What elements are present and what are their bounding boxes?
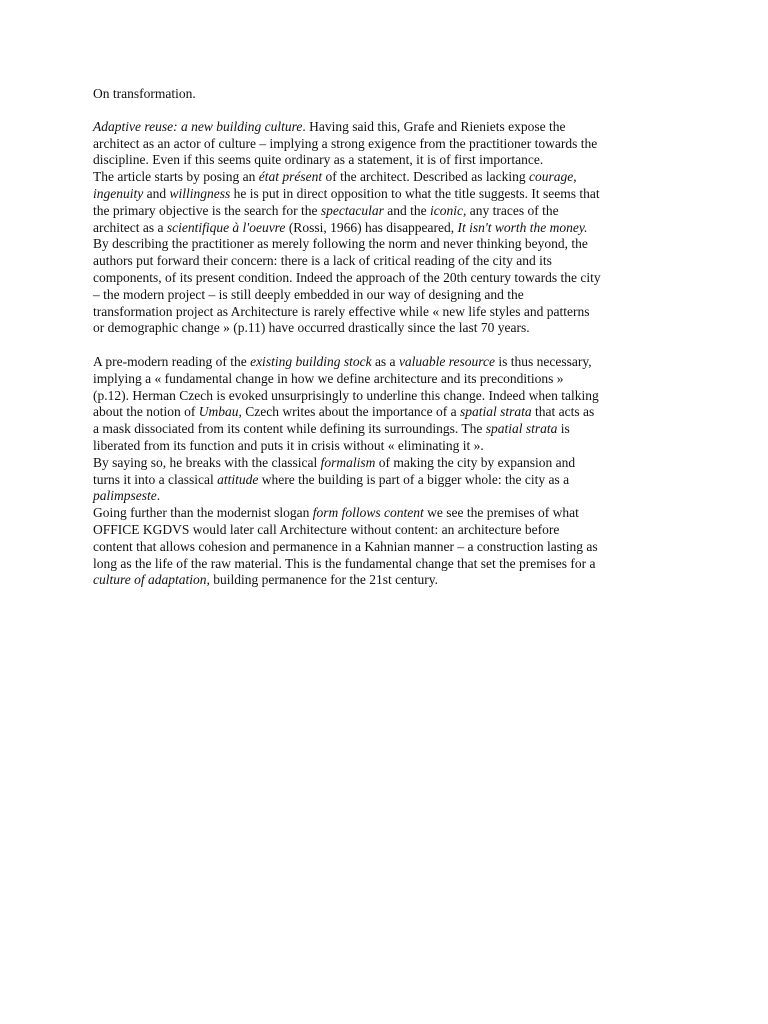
text-segment: content that allows cohesion and permanence in a Kahnian manner – a construction lasting as (93, 538, 598, 554)
text-segment: , (573, 169, 577, 185)
italic-segment: état présent (258, 169, 323, 185)
text-segment: of making the city by expansion and (375, 454, 576, 470)
text-line (93, 270, 676, 287)
text-segment: OFFICE KGDVS would later call Architecture without content: an architecture before (93, 521, 560, 537)
text-line (93, 438, 676, 455)
italic-segment: scientifique à l'oeuvre (166, 219, 286, 235)
italic-segment: courage (529, 169, 574, 185)
text-line (93, 304, 676, 321)
text-segment: a mask dissociated from its content while defining its surroundings. The (93, 421, 486, 437)
text-segment: (p.12). Herman Czech is evoked unsurprisingly to underline this change. Indeed when talking (93, 387, 599, 403)
text-segment: , Czech writes about the importance of a (238, 404, 461, 420)
text-segment: transformation project as Architecture is rarely effective while « new life styles and patterns (93, 303, 590, 319)
text-segment: we see the premises of what (423, 505, 579, 521)
text-segment: – the modern project – is still deeply embedded in our way of designing and the (93, 286, 524, 302)
italic-segment: valuable resource (398, 353, 496, 369)
text-segment: about the notion of (93, 404, 199, 420)
text-segment: architect as a (93, 219, 167, 235)
italic-segment: palimpseste (93, 488, 157, 504)
italic-segment: iconic, (430, 202, 467, 218)
text-line (93, 421, 676, 438)
text-segment: discipline. Even if this seems quite ordinary as a statement, it is of first importance. (93, 152, 544, 168)
text-segment: liberated from its function and puts it in crisis without « eliminating it ». (93, 437, 484, 453)
text-segment: where the building is part of a bigger whole: the city as a (258, 471, 570, 487)
text-line (93, 522, 676, 539)
text-line (93, 572, 676, 589)
text-line (93, 505, 676, 522)
text-segment: he is put in direct opposition to what the title suggests. It seems that (230, 185, 600, 201)
text-segment: of the architect. Described as lacking (322, 169, 530, 185)
text-segment: and (143, 185, 170, 201)
italic-segment: formalism (320, 454, 376, 470)
italic-segment: spatial strata (460, 404, 532, 420)
text-segment: Going further than the modernist slogan (93, 505, 313, 521)
text-segment: . (156, 488, 161, 504)
document-title: On transformation. (93, 86, 196, 101)
text-line (93, 169, 676, 186)
text-segment: long as the life of the raw material. This is the fundamental change that set the premises for a (93, 555, 596, 571)
text-segment: as a (371, 353, 399, 369)
text-segment: By saying so, he breaks with the classical (93, 454, 321, 470)
text-segment: . Having said this, Grafe and Rieniets expose the (302, 118, 566, 134)
text-line (93, 220, 676, 237)
italic-segment: form follows content (312, 505, 424, 521)
text-line (93, 152, 676, 169)
paragraph-gap (93, 337, 676, 354)
italic-segment: spectacular (320, 202, 384, 218)
text-segment: is thus necessary, (495, 353, 592, 369)
text-line (93, 253, 676, 270)
text-line (93, 404, 676, 421)
text-segment: The article starts by posing an (93, 169, 259, 185)
text-segment: authors put forward their concern: there is a lack of critical reading of the city and its (93, 253, 552, 269)
text-segment: is (557, 421, 570, 437)
text-segment: By describing the practitioner as merely following the norm and never thinking beyond, the (93, 236, 588, 252)
text-segment: implying a « fundamental change in how we define architecture and its preconditions » (93, 370, 564, 386)
text-line (93, 136, 676, 153)
text-segment: turns it into a classical (93, 471, 218, 487)
text-segment: and the (383, 202, 431, 218)
text-segment: or demographic change » (p.11) have occurred drastically since the last 70 years. (93, 320, 530, 336)
text-segment: architect as an actor of culture – implying a strong exigence from the practitioner towards the (93, 135, 598, 151)
text-line (93, 488, 676, 505)
text-segment: components, of its present condition. Indeed the approach of the 20th century towards the city (93, 269, 601, 285)
text-line (93, 119, 676, 136)
text-line (93, 320, 676, 337)
paragraph (93, 119, 676, 337)
italic-segment: Adaptive reuse: a new building culture (93, 118, 303, 134)
text-line (93, 539, 676, 556)
italic-segment: ingenuity (93, 185, 144, 201)
text-line (93, 203, 676, 220)
paragraph (93, 354, 676, 589)
italic-segment: Umbau (198, 404, 239, 420)
text-line (93, 388, 676, 405)
text-segment: A pre-modern reading of the (93, 353, 251, 369)
document-body (93, 119, 676, 589)
italic-segment: willingness (169, 185, 231, 201)
text-line (93, 455, 676, 472)
text-line (93, 354, 676, 371)
text-segment: the primary objective is the search for the (93, 202, 321, 218)
italic-segment: existing building stock (250, 353, 372, 369)
italic-segment: It isn't worth the money. (457, 219, 588, 235)
italic-segment: attitude (217, 471, 259, 487)
text-segment: building permanence for the 21st century. (209, 572, 439, 588)
text-line (93, 472, 676, 489)
text-segment: that acts as (531, 404, 595, 420)
text-line (93, 287, 676, 304)
text-line (93, 556, 676, 573)
text-segment: (Rossi, 1966) has disappeared, (285, 219, 458, 235)
text-line (93, 236, 676, 253)
text-line (93, 186, 676, 203)
text-segment: any traces of the (466, 202, 559, 218)
text-line (93, 371, 676, 388)
italic-segment: spatial strata (485, 421, 558, 437)
italic-segment: culture of adaptation, (93, 572, 210, 588)
